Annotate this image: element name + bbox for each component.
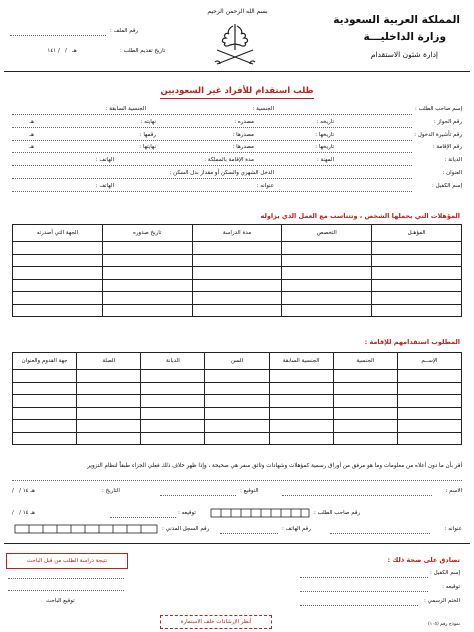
qualifications-row [13,279,462,292]
dependents-cell[interactable] [333,382,397,395]
applicant-date-suffix: هـ [30,510,35,516]
dependents-column-header: الإســم [397,353,461,370]
file-number-label: رقم الملف : [110,28,139,34]
applicant-field-label: هـ [29,144,34,151]
dependents-cell[interactable] [141,407,205,420]
applicant-no-boxes[interactable] [210,508,310,518]
applicant-field-label: إسم الكفيل : [432,182,462,189]
declaration-text: أقر بأن ما دون أعلاه من معلومات وما هو مرفق من أوراق رسمية كمؤهلات وشهادات وثائق سفر هي صحيحة ، وإذا ظهر خلاف ذلك فعلي الجزاء طبقاً لنظام التزوير [87,463,462,469]
phone-label: رقم الهاتف : [282,526,311,532]
dependents-cell[interactable] [77,407,141,420]
kingdom-name: المملكة العربية السعودية [333,14,460,26]
qualifications-row [13,304,462,317]
address-label-text: عنوانه [448,526,462,532]
address-field[interactable] [330,533,430,534]
qualifications-column-header: مدة الدراسة [192,225,282,242]
declaration-date-suffix: هـ [30,488,35,494]
applicant-fill-line[interactable] [12,191,412,192]
file-number-text: رقم الملف [113,28,139,34]
applicant-field-label: الجنسية السابقة : [105,106,146,112]
file-number-field[interactable] [10,35,106,36]
applicant-fill-line[interactable] [12,140,412,141]
dependents-cell[interactable] [333,432,397,445]
dependents-cell[interactable] [77,432,141,445]
qualifications-cell[interactable] [102,304,192,317]
declaration-date-text: التاريخ [105,488,120,494]
dependents-cell[interactable] [333,395,397,408]
qualifications-cell[interactable] [192,304,282,317]
qualifications-column-header: تاريخ صدوره [102,225,192,242]
dependents-cell[interactable] [13,432,77,445]
name-label-text: الاسم [449,488,462,494]
applicant-no-text: رقم صاحب الطلب [317,510,361,516]
dependents-cell[interactable] [397,395,461,408]
qualifications-cell[interactable] [13,292,103,305]
department-name: إدارة شئون الاستقدام [370,50,438,59]
dependents-cell[interactable] [77,395,141,408]
dependents-cell[interactable] [13,407,77,420]
stamp-label: الختم الرسمي : [423,598,460,604]
reviewer-line-1[interactable] [8,578,124,579]
stamp-field[interactable] [300,605,418,606]
applicant-field-label: نهايته : [140,118,156,125]
guarantor-signature-label: توقيعه : [442,584,460,590]
applicant-field-label: العنوان : [442,170,462,176]
declaration-date-year: ١٤ [22,488,29,494]
qualifications-cell[interactable] [282,292,372,305]
address-label: عنوانه : [444,526,462,532]
applicant-field-label: الدخل الشهري والسكن أو مقدار بدل السكن : [169,170,274,176]
declaration-line-2 [12,480,462,481]
applicant-field-label: تاريخها : [315,131,334,138]
applicant-field-label: الهاتف : [95,182,114,189]
applicant-field-label: مصدره : [234,118,254,125]
qualifications-cell[interactable] [192,242,282,255]
applicant-field-label: تاريخه : [316,118,334,125]
dependents-cell[interactable] [141,395,205,408]
dependents-row [13,407,462,420]
dependents-header-row [13,353,462,370]
qualifications-row [13,254,462,267]
dependents-cell[interactable] [205,432,269,445]
guarantor-signature-text: توقيعه [445,584,460,590]
dependents-row [13,382,462,395]
dependents-cell[interactable] [205,382,269,395]
dependents-column-header: السن [205,353,269,370]
dependents-column-header: الجنسية السابقة [269,353,333,370]
request-date-suffix: هـ [72,48,77,54]
applicant-fill-line[interactable] [12,178,412,179]
declaration-date-label: التاريخ : [102,488,120,494]
instructions-text: أنظر الإرشادات خلف الاستمارة [180,619,252,625]
declaration-date-field[interactable]: هـ ١٤ / / [12,488,35,494]
dependents-cell[interactable] [333,407,397,420]
reviewer-result-box [6,553,128,569]
dependents-cell[interactable] [141,432,205,445]
applicant-field-label: رقم الجواز : [433,118,462,125]
qualifications-cell[interactable] [372,304,462,317]
qualifications-table [12,224,462,317]
dependents-cell[interactable] [205,407,269,420]
qualifications-cell[interactable] [13,304,103,317]
dependents-cell[interactable] [205,420,269,433]
qualifications-cell[interactable] [372,267,462,280]
phone-label-text: رقم الهاتف [285,526,311,532]
guarantor-field[interactable] [300,577,428,578]
applicant-fill-line[interactable] [12,152,412,153]
dependents-column-header: الصلة [77,353,141,370]
applicant-signature-field[interactable] [110,517,176,518]
dependents-row [13,395,462,408]
applicant-fill-line[interactable] [12,127,412,128]
form-title: طلب استقدام للأفراد غير السعوديين [160,86,314,96]
reviewer-line-2[interactable] [8,590,124,591]
applicant-field-label: المهنة : [316,157,334,164]
reviewer-result-text: نتيجة دراسة الطلب من قبل الباحث [26,558,108,564]
dependents-row [13,432,462,445]
guarantor-label-text: إسم الكفيل [433,570,460,576]
applicant-date-field[interactable]: هـ ١٤ / / [12,510,35,516]
name-field[interactable] [282,495,432,496]
signature-label: التوقيع : [240,488,259,494]
applicant-field-label: نهايتها : [139,144,156,151]
qualifications-heading: المؤهلات التي يحملها الشخص ، وتتناسب مع العمل الذي يزاوله [260,212,460,220]
applicant-fill-line[interactable] [12,114,412,115]
qualifications-cell[interactable] [192,279,282,292]
applicant-field-label: تاريخها : [315,144,334,151]
qualifications-cell[interactable] [282,267,372,280]
dependents-cell[interactable] [141,370,205,383]
request-date-field[interactable]: هـ / / ١٤١ [47,48,77,54]
applicant-field-label: رقم تأشيرة الدخول : [414,131,462,138]
guarantor-signature-field[interactable] [300,591,428,592]
dependents-column-header: جهة القدوم والعنوان [13,353,77,370]
guarantor-label: إسم الكفيل : [429,570,460,576]
dependents-cell[interactable] [269,395,333,408]
qualifications-cell[interactable] [102,254,192,267]
qualifications-row [13,242,462,255]
civil-record-text: رقم السجل المدني [165,526,210,532]
signature-field[interactable] [160,495,236,496]
applicant-field-label: رقم الإقامة : [432,144,462,151]
qualifications-cell[interactable] [282,242,372,255]
dependents-cell[interactable] [77,420,141,433]
qualifications-column-header: المؤهـل [372,225,462,242]
dependents-cell[interactable] [269,420,333,433]
civil-record-boxes[interactable] [14,524,158,534]
reviewer-signature: توقيع الباحث [46,598,75,604]
dependents-heading: المطلوب استقدامهم للإقامة : [364,338,460,346]
qualifications-cell[interactable] [102,279,192,292]
qualifications-row [13,267,462,280]
phone-field[interactable] [220,533,278,534]
qualifications-column-header: التخصص [282,225,372,242]
dependents-column-header: الديانة [141,353,205,370]
qualifications-cell[interactable] [192,267,282,280]
qualifications-cell[interactable] [192,254,282,267]
dependents-cell[interactable] [333,370,397,383]
header-rule [4,71,470,72]
qualifications-cell[interactable] [13,242,103,255]
dependents-cell[interactable] [13,420,77,433]
dependents-cell[interactable] [141,382,205,395]
dependents-cell[interactable] [397,382,461,395]
qualifications-cell[interactable] [192,292,282,305]
stamp-label-text: الختم الرسمي [427,598,460,604]
request-date-text: تاريخ تقديم الطلب [123,48,166,54]
dependents-cell[interactable] [397,432,461,445]
qualifications-cell[interactable] [372,254,462,267]
ratify-heading: تصادق على صحة ذلك : [387,556,460,564]
lower-rule [4,543,470,544]
dependents-cell[interactable] [77,382,141,395]
applicant-field-label: مصدرها : [232,144,254,151]
dependents-cell[interactable] [397,407,461,420]
applicant-signature-label: توقيعه : [178,510,196,516]
qualifications-cell[interactable] [282,279,372,292]
applicant-date-year: ١٤ [22,510,29,516]
qualifications-row [13,292,462,305]
dependents-table [12,352,462,445]
civil-record-label: رقم السجل المدني : [162,526,210,532]
applicant-field-label: إسم صاحب الطلب : [415,106,462,112]
applicant-fill-line[interactable] [12,165,412,166]
dependents-cell[interactable] [333,420,397,433]
applicant-field-label: مدة الإقامة بالمملكة : [204,157,254,164]
dependents-cell[interactable] [269,382,333,395]
basmala: بسم الله الرحمن الرحيم [207,8,268,15]
qualifications-cell[interactable] [372,292,462,305]
dependents-row [13,420,462,433]
name-label: الاسم : [445,488,462,494]
ministry-name: وزارة الداخليـــة [363,31,446,43]
applicant-signature-text: توقيعه [181,510,196,516]
qualifications-cell[interactable] [372,279,462,292]
form-number: نموذج رقم (١٠٥) [427,622,460,627]
dependents-cell[interactable] [205,395,269,408]
applicant-field-label: رقمها : [139,131,156,138]
applicant-field-label: هـ [29,131,34,138]
dependents-cell[interactable] [205,370,269,383]
dependents-cell[interactable] [397,370,461,383]
dependents-cell[interactable] [269,432,333,445]
dependents-cell[interactable] [77,370,141,383]
applicant-field-label: الديانة : [444,157,462,164]
dependents-cell[interactable] [13,370,77,383]
qualifications-header-row [13,225,462,242]
qualifications-cell[interactable] [282,304,372,317]
applicant-no-label: رقم صاحب الطلب : [314,510,361,516]
qualifications-cell[interactable] [372,242,462,255]
request-date-label: تاريخ تقديم الطلب : [120,48,166,54]
dependents-cell[interactable] [13,382,77,395]
applicant-field-label: مصدرها : [232,131,254,138]
qualifications-cell[interactable] [13,267,103,280]
qualifications-cell[interactable] [13,254,103,267]
title-underline [160,98,314,99]
instructions-box [160,615,272,629]
applicant-field-label: الهاتف : [95,157,114,164]
dependents-column-header: الجنسية [333,353,397,370]
qualifications-cell[interactable] [102,242,192,255]
dependents-cell[interactable] [269,407,333,420]
request-date-year: ١٤١ [47,48,57,54]
qualifications-cell[interactable] [102,292,192,305]
qualifications-cell[interactable] [13,279,103,292]
dependents-cell[interactable] [141,420,205,433]
applicant-field-label: عنوانه : [256,182,274,189]
dependents-cell[interactable] [269,370,333,383]
qualifications-cell[interactable] [282,254,372,267]
signature-label-text: التوقيع [243,488,259,494]
qualifications-cell[interactable] [102,267,192,280]
dependents-cell[interactable] [397,420,461,433]
applicant-field-label: الجنسية : [252,106,274,112]
saudi-emblem-icon [207,20,263,70]
qualifications-column-header: الجهة التي أصدرته [13,225,103,242]
dependents-cell[interactable] [13,395,77,408]
dependents-row [13,370,462,383]
applicant-field-label: هـ [29,118,34,125]
